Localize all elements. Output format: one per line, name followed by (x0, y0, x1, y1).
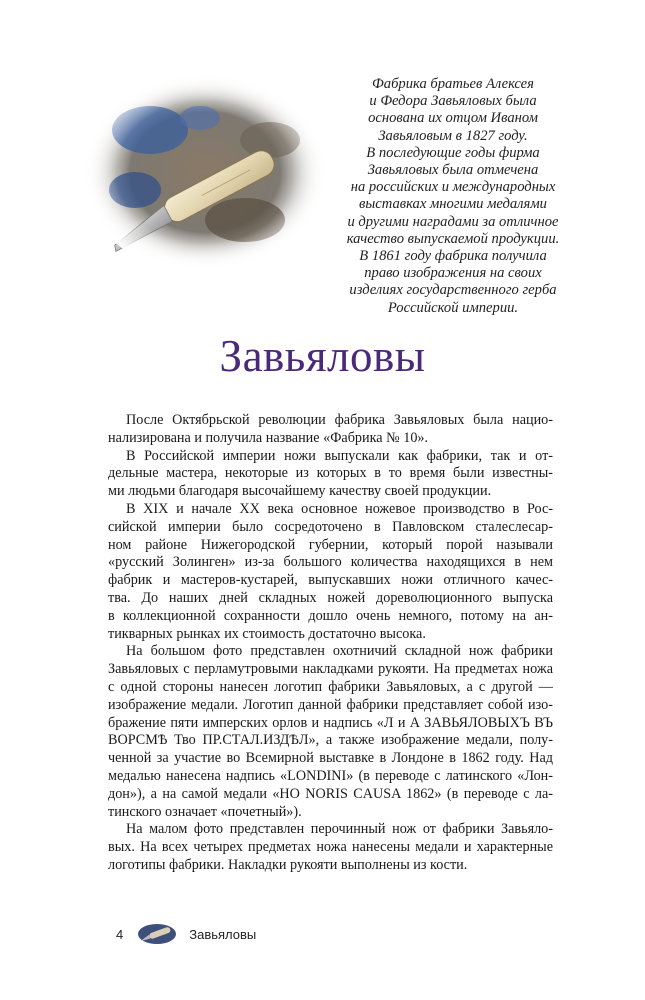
knife-photo (80, 70, 330, 275)
body-line: ченной за участие во Всемирной выставке в Лондоне в 1862 году. Над (108, 750, 553, 767)
intro-line: выставках многими медалями (359, 196, 547, 213)
intro-caption (318, 76, 588, 317)
body-line: вых. На всех четырех предметах ножа нанесены медали и характерные (108, 839, 553, 856)
body-line: нализирована и получила название «Фабрика № 10». (108, 429, 429, 446)
intro-line: основана их отцом Иваном (368, 110, 538, 127)
body-line: сийской империи было сосредоточено в Павловском сталеслесар- (108, 518, 553, 535)
body-line: бражение пяти имперских орлов и надпись «Л и А ЗАВЬЯЛОВЫХЪ ВЪ (108, 714, 553, 731)
body-line: ном районе Нижегородской губернии, который порой называли (108, 536, 553, 553)
body-line: дон»), а на самой медали «HO NORIS CAUSA 1862» (в переводе с ла- (108, 785, 553, 802)
body-line: тинского означает «почетный»). (108, 803, 302, 820)
body-line: ВОРСМѢ Тво ПР.СТАЛ.ИЗДѢЛ», а также изображение медали, полу- (108, 732, 553, 749)
body-line: После Октябрьской революции фабрика Завьяловых была нацио- (126, 412, 553, 428)
intro-line: Фабрика братьев Алексея (372, 76, 534, 92)
body-line: тикварных рынках их стоимость достаточно высока. (108, 625, 426, 642)
intro-line: В последующие годы фирма (366, 144, 540, 161)
intro-line: и другими наградами за отличное (347, 213, 559, 230)
body-line: с одной стороны нанесен логотип фабрики Завьяловых, а с другой — (108, 678, 553, 695)
body-line: фабрик и мастеров-кустарей, выпускавших ножи отличного качес- (108, 572, 553, 589)
footer-section-title: Завьяловы (189, 926, 257, 942)
body-line: изображение медали. Логотип данной фабрики представляет собой изо- (108, 696, 553, 713)
intro-line: Завьяловым в 1827 году. (378, 127, 528, 144)
intro-line: на российских и международных (350, 179, 556, 196)
body-line: медалью нанесена надпись «LONDINI» (в переводе с латинского «Лон- (108, 767, 553, 784)
body-line: в коллекционной сохранности дошло очень немного, потому на ан- (108, 607, 553, 624)
intro-line: изделиях государственного герба (349, 282, 557, 299)
intro-line: и Федора Завьяловых была (369, 93, 537, 110)
body-line: Завьяловых с перламутровыми накладками рукояти. На предметах ножа (108, 661, 553, 678)
body-line: ми людьми благодаря высочайшему качеству своей продукции. (108, 483, 492, 500)
body-line: На большом фото представлен охотничий складной нож фабрики (126, 643, 553, 660)
body-line: тва. До наших дней складных ножей дореволюционного выпуска (108, 589, 553, 606)
body-line: «русский Золинген» из-за большого количества находящихся в нем (108, 554, 553, 571)
body-line: На малом фото представлен перочинный нож от фабрики Завьяло- (126, 821, 553, 838)
body-line: дельные мастера, некоторые из которых в то время были известны- (108, 465, 553, 482)
intro-line: качество выпускаемой продукции. (346, 230, 560, 247)
knife-thumbnail-icon (137, 923, 177, 945)
intro-line: В 1861 году фабрика получила (359, 248, 547, 265)
body-line: В XIX и начале XX века основное ножевое производство в Рос- (126, 500, 553, 517)
body-line: В Российской империи ножи выпускали как фабрики, так и от- (126, 447, 553, 464)
body-text (108, 412, 553, 875)
page-title: Завьяловы (219, 331, 426, 381)
page-footer (116, 922, 256, 946)
body-line: логотипы фабрики. Накладки рукояти выполнены из кости. (108, 856, 468, 873)
page-number: 4 (116, 926, 124, 942)
intro-line: право изображения на своих (364, 265, 542, 282)
intro-line: Российской империи. (387, 299, 519, 316)
intro-line: Завьяловых была отмечена (367, 162, 539, 179)
